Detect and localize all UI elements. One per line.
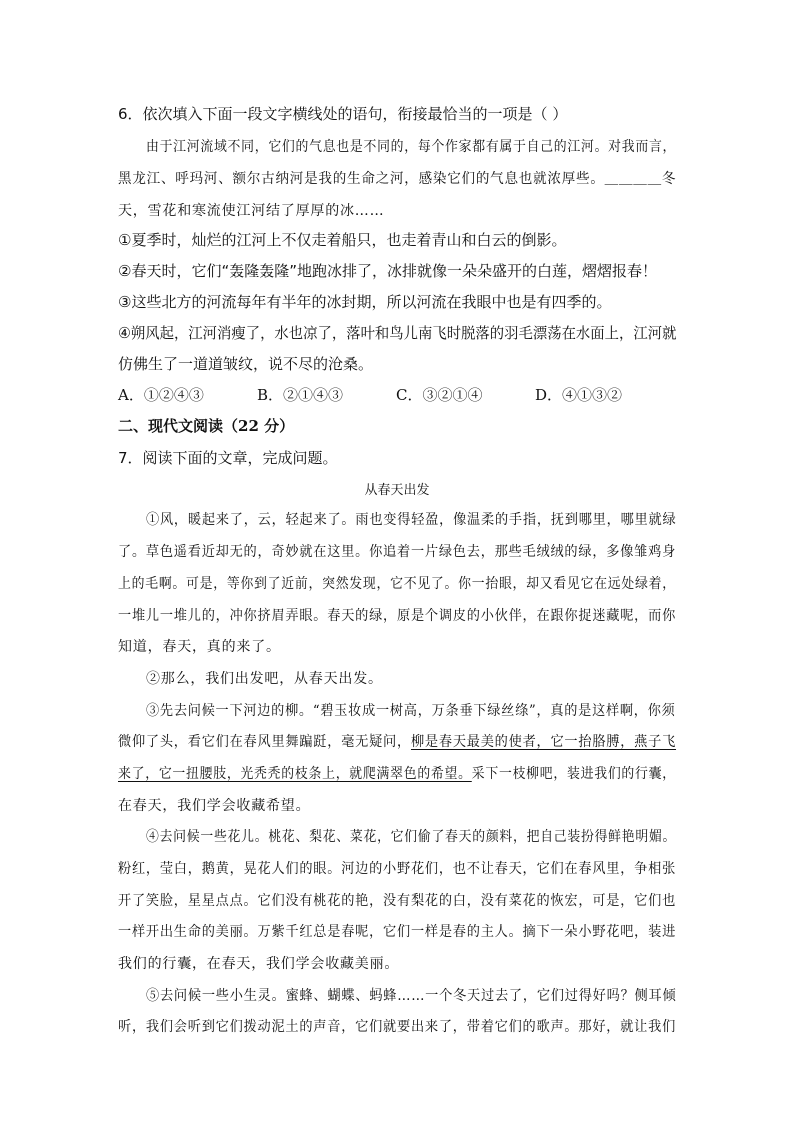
q6-stem: 6．依次填入下面一段文字横线处的语句，衔接最恰当的一项是（ ） — [118, 105, 568, 123]
p2-line-1: ②那么，我们出发吧，从春天出发。 — [146, 671, 383, 687]
q6-sentence-4-cont: 仿佛生了一道道皱纹，说不尽的沧桑。 — [118, 355, 374, 373]
p1-line-2: 了。草色遥看近却无的，奇妙就在这里。你追着一片绿色去，那些毛绒绒的绿，多像雏鸡身 — [118, 544, 677, 560]
p5-line-2: 听，我们会听到它们拨动泥土的声音，它们就要出来了，带着它们的歌声。那好，就让我们 — [118, 1019, 677, 1035]
q6-passage-line-3: 天，雪花和寒流使江河结了厚厚的冰…… — [118, 203, 385, 219]
q7-stem: 7．阅读下面的文章，完成问题。 — [118, 449, 338, 467]
q6-sentence-1: ①夏季时，灿烂的江河上不仅走着船只，也走着青山和白云的倒影。 — [118, 231, 567, 249]
q6-sentence-3: ③这些北方的河流每年有半年的冰封期，所以河流在我眼中也是有四季的。 — [118, 293, 612, 311]
article-title: 从春天出发 — [364, 483, 430, 498]
p4-line-2: 粉红，莹白，鹅黄，晃花人们的眼。河边的小野花们，也不让春天，它们在春风里，争相张 — [118, 861, 677, 877]
section-heading: 二、现代文阅读（22 分） — [118, 417, 295, 435]
p4-line-1: ④去问候一些花儿。桃花、梨花、菜花，它们偷了春天的颜料，把自己装扮得鲜艳明媚。 — [146, 829, 677, 845]
q6-option-d: D．④①③② — [535, 386, 623, 404]
q6-option-c: C．③②①④ — [396, 386, 483, 404]
p3-line-2-text: 微仰了头，看它们在春风里舞蹁跹，毫无疑问， — [118, 734, 411, 750]
p5-line-1: ⑤去问候一些小生灵。蜜蜂、蝴蝶、蚂蜂……一个冬天过去了，它们过得好吗？侧耳倾 — [146, 988, 677, 1004]
q6-sentence-4: ④朔风起，江河消瘦了，水也凉了，落叶和鸟儿南飞时脱落的羽毛漂荡在水面上，江河就 — [118, 324, 677, 342]
q6-passage-line-1: 由于江河流域不同，它们的气息也是不同的，每个作家都有属于自己的江河。对我而言， — [146, 139, 677, 155]
p1-line-3: 上的毛啊。可是，等你到了近前，突然发现，它不见了。你一抬眼，却又看见它在远处绿着， — [118, 576, 676, 592]
q6-passage-line-2: 黑龙江、呼玛河、额尔古纳河是我的生命之河，感染它们的气息也就浓厚些。＿＿＿＿冬 — [118, 171, 677, 187]
p4-line-3: 开了笑脸，星星点点。它们没有桃花的艳，没有梨花的白，没有菜花的恢宏，可是，它们也 — [118, 893, 677, 909]
q6-sentence-2: ②春天时，它们“轰隆轰隆”地跑冰排了，冰排就像一朵朵盛开的白莲，熠熠报春！ — [118, 262, 657, 280]
p3-underlined-sentence-part-2: 来了，它一扭腰肢，光秃秃的枝条上，就爬满翠色的希望。 — [118, 766, 472, 782]
p3-underlined-sentence-part-1: 柳是春天最美的使者，它一抬胳膊，燕子飞 — [410, 734, 677, 750]
p1-line-5: 知道，春天，真的来了。 — [118, 639, 281, 655]
p3-line-1: ③先去问候一下河边的柳。“碧玉妆成一树高，万条垂下绿丝绦”，真的是这样啊，你须 — [146, 703, 676, 719]
q6-option-b: B．②①④③ — [257, 386, 344, 404]
p3-line-2 — [118, 731, 676, 751]
q6-option-a: A．①②④③ — [118, 386, 204, 404]
p4-line-5: 我们的行囊，在春天，我们学会收藏美丽。 — [118, 956, 400, 972]
p1-line-4: 一堆儿一堆儿的，冲你挤眉弄眼。春天的绿，原是个调皮的小伙伴，在跟你捉迷藏呢，而你 — [118, 608, 677, 624]
p3-line-3-text: 采下一枝柳吧，装进我们的行囊， — [471, 766, 676, 782]
p4-line-4: 一样开出生命的美丽。万紫千红总是春呢，它们一样是春的主人。摘下一朵小野花吧，装进 — [118, 924, 677, 940]
p3-line-3 — [118, 763, 676, 783]
p3-line-4: 在春天，我们学会收藏希望。 — [118, 798, 311, 814]
p1-line-1: ①风，暖起来了，云，轻起来了。雨也变得轻盈，像温柔的手指，抚到哪里，哪里就绿 — [146, 512, 677, 528]
